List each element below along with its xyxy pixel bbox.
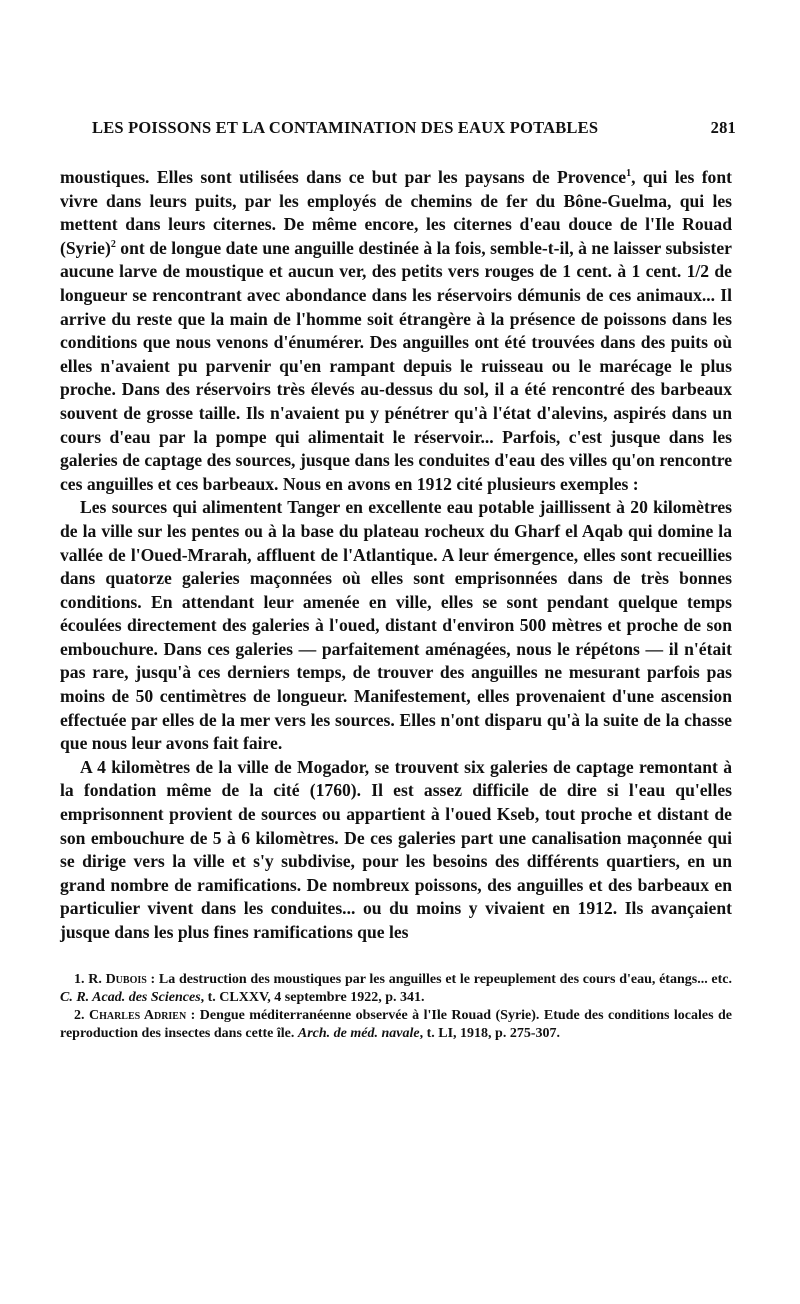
running-head-title: LES POISSONS ET LA CONTAMINATION DES EAUX POTABLES (92, 118, 599, 137)
footnotes (60, 971, 732, 1043)
footnote-ref-2: 2 (110, 238, 116, 250)
paragraph-1-text-c: ont de longue date une anguille destinée à la fois, semble-t-il, à ne laisser subsister aucune larve de moustique et aucun ver, des petits vers rouges de 1 cent. à 1 cent. 1/2 de longueur se rencontrant avec abondance dans les réservoirs démunis de ces animaux... Il arrive du reste que la main de l'homme soit étrangère à la présence de poissons dans les conditions que nous venons d'énumérer. Des anguilles ont été trouvées dans des puits où elles n'avaient pu parvenir qu'en rampant depuis le ruisseau ou le marécage le plus proche. Dans des réservoirs très élevés au-dessus du sol, il a été rencontré des barbeaux souvent de grosse taille. Ils n'avaient pu y pénétrer qu'à l'état d'alevins, aspirés dans un cours d'eau par la pompe qui alimentait le réservoir... Parfois, c'est jusque dans les galeries de captage des sources, jusque dans les conduites d'eau des villes qu'on rencontre ces anguilles et ces barbeaux. Nous en avons en 1912 cité plusieurs exemples : (60, 237, 732, 494)
footnote-2-number: 2. (74, 1007, 85, 1023)
paragraph-1 (60, 166, 732, 496)
footnote-2-author: Charles Adrien (88, 1007, 187, 1023)
footnote-1-journal: C. R. Acad. des Sciences (60, 989, 201, 1005)
footnote-1-text-a: : La destruction des moustiques par les anguilles et le repeuplement des cours d'eau, étangs... etc. (146, 971, 733, 987)
footnote-2-text-a: : Dengue méditerranéenne observée à l'Ile Rouad (Syrie). Etude des conditions locales de reproduction des insectes dans cette île. (60, 1007, 732, 1041)
paragraph-3: A 4 kilomètres de la ville de Mogador, se trouvent six galeries de captage remontant à la fondation même de la cité (1760). Il est assez difficile de dire si l'eau qu'elles emprisonnent provient de sources ou appartient à l'oued Kseb, tout proche et distant de son embouchure de 5 à 6 kilomètres. De ces galeries part une canalisation maçonnée qui se dirige vers la ville et s'y subdivise, pour les besoins des différents quartiers, en un grand nombre de ramifications. De nombreux poissons, des anguilles et des barbeaux en particulier vivent dans les conduites... ou du moins y vivaient en 1912. Ils avançaient jusque dans les plus fines ramifications que les (60, 756, 732, 942)
footnote-1-text-b: , t. CLXXV, 4 septembre 1922, p. 341. (200, 989, 425, 1005)
document-page (60, 118, 736, 1043)
footnote-1-author: R. Dubois (88, 971, 147, 987)
footnote-2-journal: Arch. de méd. navale (297, 1025, 420, 1041)
footnote-1 (60, 971, 732, 1007)
footnote-1-number: 1. (74, 971, 85, 987)
footnote-2-text-b: , t. LI, 1918, p. 275-307. (419, 1025, 560, 1041)
footnote-2 (60, 1007, 732, 1043)
paragraph-2: Les sources qui alimentent Tanger en excellente eau potable jaillissent à 20 kilomètres de la ville sur les pentes ou à la base du plateau rocheux du Gharf el Aqab qui domine la vallée de l'Oued-Mrarah, affluent de l'Atlantique. A leur émergence, elles sont recueillies dans quatorze galeries maçonnées où elles sont emprisonnées dans de très bonnes conditions. En attendant leur amenée en ville, elles se sont pendant quelque temps écoulées directement des galeries à l'oued, distant d'environ 500 mètres et proche de son embouchure. Dans ces galeries — parfaitement aménagées, nous le répétons — il n'était pas rare, jusqu'à ces derniers temps, de trouver des anguilles ne mesurant parfois pas moins de 50 centimètres de longueur. Manifestement, elles provenaient d'une ascension effectuée par elles de la mer vers les sources. Elles n'ont disparu qu'à la suite de la chasse que nous leur avons fait faire. (60, 497, 732, 754)
page-number: 281 (710, 118, 736, 137)
footnote-ref-1: 1 (626, 168, 632, 179)
body-text (60, 166, 732, 945)
paragraph-1-text-b: , qui les font vivre dans leurs puits, par les employés de chemins de fer du Bône-Guelma, qui les mettent dans leurs citernes. De même encore, les citernes d'eau douce de l'Ile Rouad (Syrie) (60, 167, 732, 258)
paragraph-1-text-a: moustiques. Elles sont utilisées dans ce but par les paysans de Provence (60, 167, 627, 187)
running-head (92, 118, 736, 144)
